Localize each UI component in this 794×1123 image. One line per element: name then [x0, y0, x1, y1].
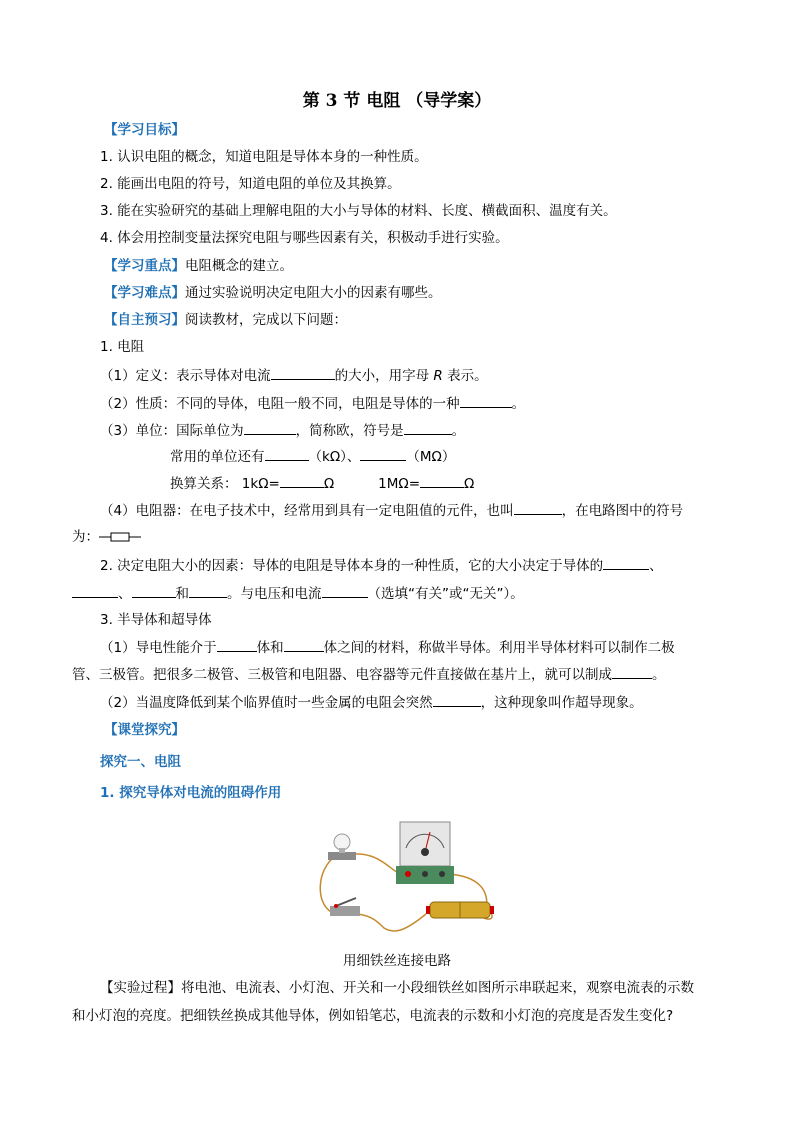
- difficulty-point: 【学习难点】通过实验说明决定电阻大小的因素有哪些。: [104, 285, 442, 301]
- subsection-title: 1. 探究导体对电流的阻碍作用: [100, 785, 282, 801]
- section-resistance: 1. 电阻: [100, 339, 145, 355]
- semiconductor-line-1: （1）导电性能介于 体和 体之间的材料，称做半导体。利用半导体材料可以制作二极: [100, 637, 794, 658]
- unit-line: （3）单位：国际单位为 ，简称欧，符号是 。: [100, 420, 794, 441]
- page-title: 第 3 节 电阻 （导学案）: [302, 91, 492, 111]
- definition-line: （1）定义：表示导体对电流 的大小，用字母 R 表示。: [100, 365, 794, 386]
- goal-item-4: 4. 体会用控制变量法探究电阻与哪些因素有关，积极动手进行实验。: [100, 230, 509, 246]
- procedure-line-1: 【实验过程】将电池、电流表、小灯泡、开关和一小段细铁丝如图所示串联起来，观察电流表的示数: [100, 980, 694, 996]
- section-explore-one: 探究一、电阻: [100, 754, 181, 770]
- switch-icon: [330, 898, 360, 916]
- goals-heading: 【学习目标】: [104, 122, 185, 138]
- goal-item-2: 2. 能画出电阻的符号，知道电阻的单位及其换算。: [100, 176, 401, 192]
- resistor-symbol-icon: [99, 531, 143, 543]
- battery-icon: [426, 902, 494, 918]
- property-line: （2）性质：不同的导体，电阻一般不同，电阻是导体的一种 。: [100, 393, 794, 414]
- resistor-line: （4）电阻器：在电子技术中，经常用到具有一定电阻值的元件，也叫 ，在电路图中的符号: [100, 500, 794, 521]
- procedure-line-2: 和小灯泡的亮度。把细铁丝换成其他导体，例如铅笔芯，电流表的示数和小灯泡的亮度是否发生变化?: [72, 1008, 674, 1024]
- common-units-line: 常用的单位还有 （kΩ）、 （MΩ）: [170, 446, 794, 467]
- resistor-symbol-line: 为：: [72, 527, 794, 547]
- factors-line-2: 、 和 。与电压和电流 （选填“有关”或“无关”）。: [72, 583, 794, 604]
- preview-heading: 【自主预习】阅读教材，完成以下问题：: [104, 312, 347, 328]
- semiconductor-line-2: 管、三极管。把很多二极管、三极管和电阻器、电容器等元件直接做在基片上，就可以制成 。: [72, 664, 794, 685]
- goal-item-1: 1. 认识电阻的概念，知道电阻是导体本身的一种性质。: [100, 149, 428, 165]
- class-heading: 【课堂探究】: [104, 722, 185, 738]
- key-point: 【学习重点】电阻概念的建立。: [104, 258, 293, 274]
- goal-item-3: 3. 能在实验研究的基础上理解电阻的大小与导体的材料、长度、横截面积、温度有关。: [100, 203, 617, 219]
- circuit-diagram: [308, 818, 498, 936]
- light-bulb-icon: [328, 834, 356, 860]
- conversion-line: 换算关系： 1kΩ= Ω 1MΩ= Ω: [170, 473, 794, 494]
- figure-caption: 用细铁丝连接电路: [343, 953, 451, 969]
- section-semiconductor: 3. 半导体和超导体: [100, 612, 212, 628]
- ammeter-icon: [396, 822, 454, 884]
- factors-line-1: 2. 决定电阻大小的因素：导体的电阻是导体本身的一种性质，它的大小决定于导体的 、: [100, 555, 794, 576]
- superconductor-line: （2）当温度降低到某个临界值时一些金属的电阻会突然 ，这种现象叫作超导现象。: [100, 692, 794, 713]
